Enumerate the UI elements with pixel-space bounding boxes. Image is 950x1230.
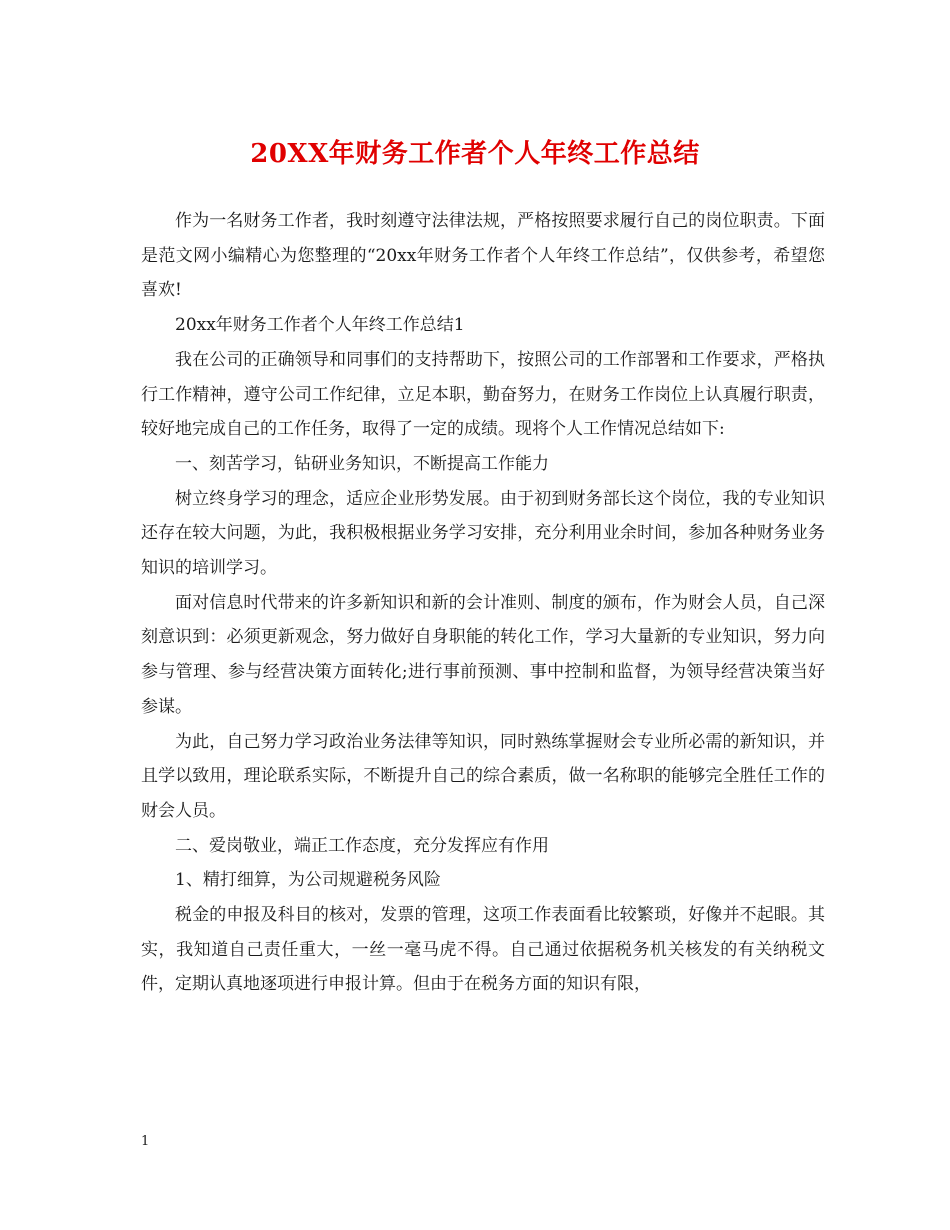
- paragraph: 面对信息时代带来的许多新知识和新的会计准则、制度的颁布，作为财会人员，自己深刻意识到：必须更新观念，努力做好自身职能的转化工作，学习大量新的专业知识，努力向参与管理、参与经营决策方面转化;进行事前预测、事中控制和监督，为领导经营决策当好参谋。: [141, 592, 825, 717]
- section-heading-1: 一、刻苦学习，钻研业务知识，不断提高工作能力: [175, 453, 549, 474]
- page-number: 1: [141, 1134, 150, 1149]
- document-title: 20XX年财务工作者个人年终工作总结: [250, 139, 700, 169]
- paragraph: 树立终身学习的理念，适应企业形势发展。由于初到财务部长这个岗位，我的专业知识还存在较大问题，为此，我积极根据业务学习安排，充分利用业余时间，参加各种财务业务知识的培训学习。: [141, 488, 825, 579]
- section-heading-2: 二、爱岗敬业，端正工作态度，充分发挥应有作用: [175, 835, 549, 856]
- paragraph: 我在公司的正确领导和同事们的支持帮助下，按照公司的工作部署和工作要求，严格执行工作精神，遵守公司工作纪律，立足本职，勤奋努力，在财务工作岗位上认真履行职责，较好地完成自己的工作任务，取得了一定的成绩。现将个人工作情况总结如下:: [141, 349, 825, 440]
- paragraph-intro: 作为一名财务工作者，我时刻遵守法律法规，严格按照要求履行自己的岗位职责。下面是范文网小编精心为您整理的“20xx年财务工作者个人年终工作总结”，仅供参考，希望您喜欢!: [141, 211, 825, 301]
- paragraph: 为此，自己努力学习政治业务法律等知识，同时熟练掌握财会专业所必需的新知识，并且学以致用，理论联系实际，不断提升自己的综合素质，做一名称职的能够完全胜任工作的财会人员。: [141, 731, 825, 821]
- document-body: [141, 204, 825, 1002]
- paragraph-subtitle: 20xx年财务工作者个人年终工作总结1: [175, 315, 465, 336]
- paragraph: 税金的申报及科目的核对，发票的管理，这项工作表面看比较繁琐，好像并不起眼。其实，我知道自己责任重大，一丝一毫马虎不得。自己通过依据税务机关核发的有关纳税文件，定期认真地逐项进行申报计算。但由于在税务方面的知识有限，: [141, 905, 825, 995]
- subsection-heading-1: 1、精打细算，为公司规避税务风险: [175, 870, 441, 891]
